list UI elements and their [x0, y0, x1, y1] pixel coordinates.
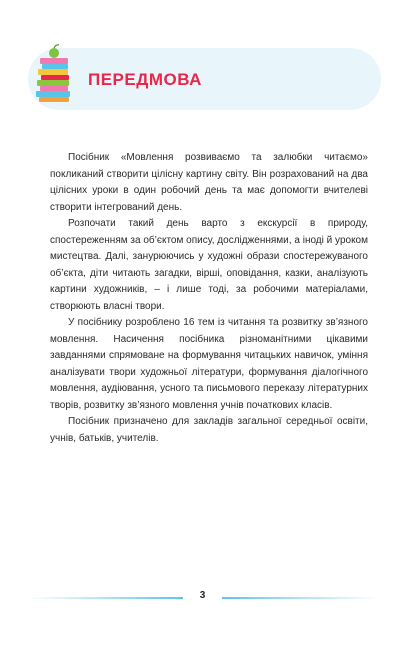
- paragraph: У посібнику розроблено 16 тем із читання та розвитку зв’язного мовлення. Насичення посібника різноманітними цікавими завданнями спрямоване на формування читацьких навичок, уміння аналізувати твори художньої літератури, формування діалогічного мовлення, аудіювання, усного та письмового переказу літературних творів, розвитку зв’язного мовлення учнів початкових класів.: [50, 317, 368, 411]
- footer-divider-right: [222, 597, 380, 599]
- books-with-apple-icon: [28, 44, 80, 106]
- header-banner: [28, 48, 381, 110]
- page-title: ПЕРЕДМОВА: [88, 70, 202, 89]
- paragraph: Посібник призначено для закладів загальної середньої освіти, учнів, батьків, учителів.: [50, 416, 368, 444]
- paragraph: Розпочати такий день варто з екскурсії в природу, спостереженням за об’єктом опису, дослідженнями, а іноді й уроком мистецтва. Далі, занурюючись у художні образи спостережуваного об’єкта, діти читають загадки, вірші, оповідання, казки, аналізують картини художників, – і лише тоді, за робочими матеріалами, створюють власні твори.: [50, 218, 368, 312]
- page-number: 3: [199, 590, 206, 601]
- footer-divider-left: [28, 597, 183, 599]
- paragraph: Посібник «Мовлення розвиваємо та залюбки читаємо» покликаний створити цілісну картину світу. Він розрахований на два цілісних уроки в один робочий день та має допомогти вчителеві створити інтегрований день.: [50, 152, 368, 213]
- preface-body: [50, 150, 368, 447]
